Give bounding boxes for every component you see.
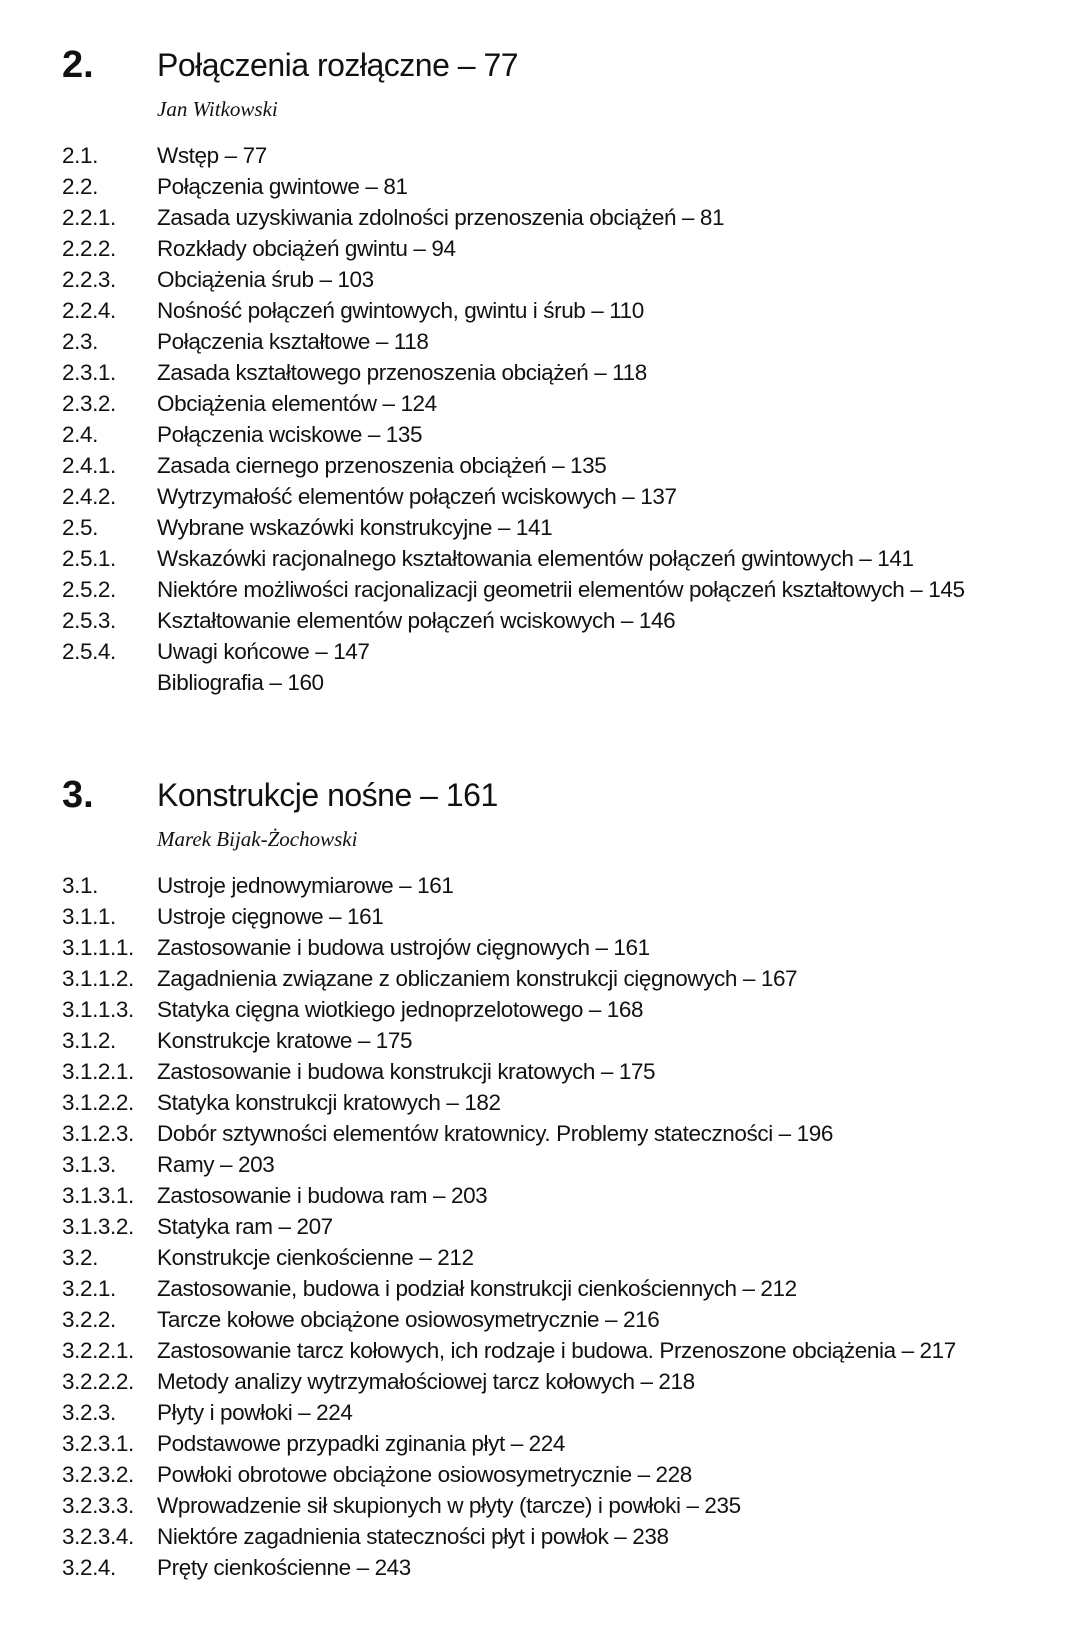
toc-entry <box>0 1056 1088 1087</box>
entry-number: 3.1.3.2. <box>62 1214 134 1239</box>
entry-title: Uwagi końcowe – 147 <box>157 639 370 664</box>
toc-list <box>0 870 1088 1583</box>
entry-number: 2.4. <box>62 422 98 447</box>
toc-entry <box>0 1459 1088 1490</box>
toc-entry <box>0 1304 1088 1335</box>
toc-entry <box>0 171 1088 202</box>
entry-title: Zastosowanie, budowa i podział konstrukcji cienkościennych – 212 <box>157 1276 797 1301</box>
chapter-heading <box>0 36 1088 94</box>
entry-title: Połączenia wciskowe – 135 <box>157 422 423 447</box>
entry-title: Tarcze kołowe obciążone osiowosymetrycznie – 216 <box>157 1307 660 1332</box>
entry-title: Obciążenia śrub – 103 <box>157 267 374 292</box>
chapter-author: Marek Bijak-Żochowski <box>157 827 358 851</box>
toc-entry <box>0 1335 1088 1366</box>
entry-title: Powłoki obrotowe obciążone osiowosymetrycznie – 228 <box>157 1462 692 1487</box>
entry-number: 3.1.2.1. <box>62 1059 134 1084</box>
entry-title: Wybrane wskazówki konstrukcyjne – 141 <box>157 515 553 540</box>
toc-entry <box>0 1521 1088 1552</box>
entry-number: 2.5.2. <box>62 577 116 602</box>
entry-number: 3.1.1.1. <box>62 935 134 960</box>
entry-title: Wprowadzenie sił skupionych w płyty (tarcze) i powłoki – 235 <box>157 1493 741 1518</box>
entry-number: 2.5.4. <box>62 639 116 664</box>
toc-entry <box>0 1149 1088 1180</box>
entry-number: 2.5.3. <box>62 608 116 633</box>
entry-title: Wskazówki racjonalnego kształtowania elementów połączeń gwintowych – 141 <box>157 546 914 571</box>
entry-number: 3.2.3.3. <box>62 1493 134 1518</box>
chapter-heading <box>0 766 1088 824</box>
chapter-title: Konstrukcje nośne – 161 <box>157 777 498 813</box>
entry-title: Obciążenia elementów – 124 <box>157 391 437 416</box>
entry-number: 3.2.3.1. <box>62 1431 134 1456</box>
toc-entry <box>0 1552 1088 1583</box>
toc-entry <box>0 1087 1088 1118</box>
toc-entry <box>0 419 1088 450</box>
toc-entry <box>0 450 1088 481</box>
entry-title: Zasada ciernego przenoszenia obciążeń – 135 <box>157 453 607 478</box>
entry-title: Wstęp – 77 <box>157 143 267 168</box>
entry-number: 3.2. <box>62 1245 98 1270</box>
entry-title: Zastosowanie i budowa ustrojów cięgnowych – 161 <box>157 935 650 960</box>
toc-entry-bibliography <box>0 667 1088 698</box>
entry-title: Statyka cięgna wiotkiego jednoprzelotowego – 168 <box>157 997 644 1022</box>
toc-entry <box>0 202 1088 233</box>
entry-title: Zasada kształtowego przenoszenia obciążeń – 118 <box>157 360 647 385</box>
toc-list <box>0 140 1088 698</box>
entry-number: 3.1. <box>62 873 98 898</box>
entry-title: Zastosowanie i budowa ram – 203 <box>157 1183 488 1208</box>
entry-number: 3.1.2. <box>62 1028 116 1053</box>
entry-title: Niektóre zagadnienia stateczności płyt i powłok – 238 <box>157 1524 669 1549</box>
entry-title: Ramy – 203 <box>157 1152 275 1177</box>
chapter-2 <box>0 36 1088 698</box>
toc-entry <box>0 574 1088 605</box>
toc-entry <box>0 932 1088 963</box>
toc-entry <box>0 1273 1088 1304</box>
entry-title: Dobór sztywności elementów kratownicy. Problemy stateczności – 196 <box>157 1121 833 1146</box>
toc-entry <box>0 1180 1088 1211</box>
entry-title: Statyka konstrukcji kratowych – 182 <box>157 1090 501 1115</box>
entry-number: 3.2.2. <box>62 1307 116 1332</box>
entry-title: Konstrukcje kratowe – 175 <box>157 1028 413 1053</box>
entry-number: 3.1.2.3. <box>62 1121 134 1146</box>
entry-title: Połączenia kształtowe – 118 <box>157 329 429 354</box>
chapter-number: 2. <box>62 44 94 86</box>
entry-number: 2.4.2. <box>62 484 116 509</box>
entry-number: 2.2.4. <box>62 298 116 323</box>
entry-number: 3.1.1.2. <box>62 966 134 991</box>
toc-entry <box>0 233 1088 264</box>
toc-entry <box>0 1397 1088 1428</box>
entry-title: Połączenia gwintowe – 81 <box>157 174 408 199</box>
entry-number: 2.2.1. <box>62 205 116 230</box>
toc-entry <box>0 481 1088 512</box>
toc-entry <box>0 605 1088 636</box>
entry-title: Niektóre możliwości racjonalizacji geometrii elementów połączeń kształtowych – 145 <box>157 577 965 602</box>
toc-entry <box>0 264 1088 295</box>
toc-entry <box>0 1366 1088 1397</box>
entry-title: Płyty i powłoki – 224 <box>157 1400 353 1425</box>
entry-number: 3.2.3.4. <box>62 1524 134 1549</box>
chapter-number: 3. <box>62 774 94 816</box>
toc-entry <box>0 1211 1088 1242</box>
entry-title: Rozkłady obciążeń gwintu – 94 <box>157 236 456 261</box>
toc-entry <box>0 295 1088 326</box>
toc-entry <box>0 1242 1088 1273</box>
toc-entry <box>0 1118 1088 1149</box>
entry-title: Pręty cienkościenne – 243 <box>157 1555 411 1580</box>
chapter-author: Jan Witkowski <box>157 97 278 121</box>
entry-title: Podstawowe przypadki zginania płyt – 224 <box>157 1431 566 1456</box>
entry-number: 2.3.1. <box>62 360 116 385</box>
entry-number: 3.1.3. <box>62 1152 116 1177</box>
entry-number: 2.1. <box>62 143 98 168</box>
entry-number: 3.1.3.1. <box>62 1183 134 1208</box>
entry-number: 3.1.1.3. <box>62 997 134 1022</box>
entry-number: 2.2.3. <box>62 267 116 292</box>
entry-title: Kształtowanie elementów połączeń wciskowych – 146 <box>157 608 676 633</box>
entry-number: 3.2.2.2. <box>62 1369 134 1394</box>
entry-title: Zagadnienia związane z obliczaniem konstrukcji cięgnowych – 167 <box>157 966 798 991</box>
entry-number: 2.3. <box>62 329 98 354</box>
toc-entry <box>0 1025 1088 1056</box>
entry-title: Wytrzymałość elementów połączeń wciskowych – 137 <box>157 484 677 509</box>
toc-entry <box>0 994 1088 1025</box>
toc-entry <box>0 870 1088 901</box>
entry-title: Bibliografia – 160 <box>157 670 324 695</box>
toc-entry <box>0 388 1088 419</box>
entry-title: Zastosowanie i budowa konstrukcji kratowych – 175 <box>157 1059 656 1084</box>
entry-number: 2.3.2. <box>62 391 116 416</box>
chapter-3 <box>0 766 1088 1583</box>
entry-number: 2.2. <box>62 174 98 199</box>
entry-number: 3.2.1. <box>62 1276 116 1301</box>
entry-number: 3.2.4. <box>62 1555 116 1580</box>
entry-number: 2.5.1. <box>62 546 116 571</box>
entry-title: Statyka ram – 207 <box>157 1214 333 1239</box>
entry-number: 2.4.1. <box>62 453 116 478</box>
entry-number: 2.5. <box>62 515 98 540</box>
entry-title: Zastosowanie tarcz kołowych, ich rodzaje i budowa. Przenoszone obciążenia – 217 <box>157 1338 956 1363</box>
entry-title: Konstrukcje cienkościenne – 212 <box>157 1245 474 1270</box>
entry-title: Ustroje cięgnowe – 161 <box>157 904 384 929</box>
entry-number: 2.2.2. <box>62 236 116 261</box>
entry-number: 3.2.2.1. <box>62 1338 134 1363</box>
toc-entry <box>0 963 1088 994</box>
entry-number: 3.2.3.2. <box>62 1462 134 1487</box>
toc-entry <box>0 901 1088 932</box>
entry-number: 3.2.3. <box>62 1400 116 1425</box>
entry-title: Nośność połączeń gwintowych, gwintu i śrub – 110 <box>157 298 644 323</box>
entry-title: Metody analizy wytrzymałościowej tarcz kołowych – 218 <box>157 1369 695 1394</box>
toc-entry <box>0 140 1088 171</box>
toc-entry <box>0 1490 1088 1521</box>
toc-entry <box>0 357 1088 388</box>
toc-entry <box>0 512 1088 543</box>
entry-title: Zasada uzyskiwania zdolności przenoszenia obciążeń – 81 <box>157 205 725 230</box>
toc-entry <box>0 1428 1088 1459</box>
entry-number <box>0 667 157 698</box>
toc-entry <box>0 326 1088 357</box>
entry-number: 3.1.1. <box>62 904 116 929</box>
entry-number: 3.1.2.2. <box>62 1090 134 1115</box>
toc-entry <box>0 636 1088 667</box>
entry-title: Ustroje jednowymiarowe – 161 <box>157 873 454 898</box>
chapter-title: Połączenia rozłączne – 77 <box>157 47 519 83</box>
toc-entry <box>0 543 1088 574</box>
